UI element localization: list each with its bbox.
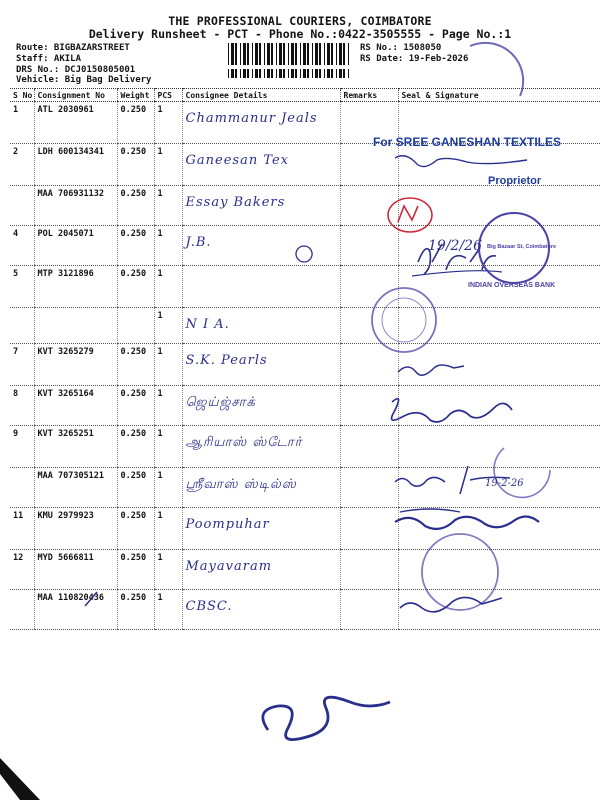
row-pcs-cell (154, 468, 182, 508)
table-header-row (10, 89, 600, 102)
row-weight-cell (117, 508, 154, 550)
row-sno-cell (10, 226, 34, 266)
row-consignee-cell (182, 186, 340, 226)
row-remarks-cell (340, 144, 398, 186)
row-pcs: 1 (157, 105, 163, 115)
row-sno: 5 (13, 269, 19, 279)
row-weight-cell (117, 468, 154, 508)
row-sno: 7 (13, 347, 19, 357)
row-consignee: J.B. (185, 235, 212, 250)
row-remarks-cell (340, 590, 398, 630)
row-pcs: 1 (157, 511, 163, 521)
row-sno-cell (10, 308, 34, 344)
row-consignment-no: MAA 706931132 (37, 189, 105, 199)
row-consignment-no-cell (34, 386, 117, 426)
row-pcs: 1 (157, 269, 163, 279)
row-consignment-no-cell (34, 344, 117, 386)
col-remarks: Remarks (340, 89, 398, 102)
table-row (10, 344, 600, 386)
row-sno: 12 (13, 553, 24, 563)
row-consignment-no-cell (34, 468, 117, 508)
vehicle-label: Vehicle: Big Bag Delivery (16, 75, 152, 85)
bank-seal-branch: Big Bazaar St, Coimbatore (487, 244, 557, 250)
row-sno-cell (10, 344, 34, 386)
row-weight-cell (117, 186, 154, 226)
row-sno: 8 (13, 389, 19, 399)
row-remarks-cell (340, 386, 398, 426)
table-row (10, 590, 600, 630)
row-signature-cell (398, 550, 600, 590)
row-consignment-no-cell (34, 590, 117, 630)
row-consignee-cell (182, 308, 340, 344)
row-remarks-cell (340, 266, 398, 308)
row-sno-cell (10, 102, 34, 144)
row-sno-cell (10, 386, 34, 426)
table-row (10, 550, 600, 590)
row-weight: 0.250 (120, 147, 147, 157)
col-consignee: Consignee Details (182, 89, 340, 102)
row-consignment-no-cell (34, 550, 117, 590)
row-consignee: N I A. (185, 317, 230, 332)
row-sno-cell (10, 590, 34, 630)
drs-number: DRS No.: DCJ0150805001 (16, 65, 136, 75)
row-pcs-cell (154, 344, 182, 386)
row-pcs-cell (154, 550, 182, 590)
row-consignment-no: KVT 3265164 (37, 389, 94, 399)
row-pcs-cell (154, 226, 182, 266)
row-consignee: Ganeesan Tex (185, 153, 290, 168)
col-pcs: PCS (154, 89, 182, 102)
row-pcs: 1 (157, 189, 163, 199)
barcode-drs (228, 43, 353, 65)
table-row (10, 508, 600, 550)
row-weight: 0.250 (120, 189, 147, 199)
row-signature-cell (398, 508, 600, 550)
row-weight: 0.250 (120, 511, 147, 521)
row-weight-cell (117, 426, 154, 468)
row-remarks-cell (340, 226, 398, 266)
company-title: THE PROFESSIONAL COURIERS, COIMBATORE (168, 14, 432, 28)
row-consignee-cell (182, 266, 340, 308)
row-weight-cell (117, 144, 154, 186)
row-weight-cell (117, 386, 154, 426)
row-consignment-no: KVT 3265279 (37, 347, 94, 357)
textile-stamp-line1: For SREE GANESHAN TEXTILES (373, 135, 562, 149)
table-row (10, 426, 600, 468)
row-consignee: ஆரியாஸ் ஸ்டோர் (185, 435, 303, 450)
row-weight: 0.250 (120, 553, 147, 563)
row-pcs: 1 (157, 389, 163, 399)
row-sno-cell (10, 550, 34, 590)
table-row (10, 386, 600, 426)
row-weight: 0.250 (120, 471, 147, 481)
row-consignee: Poompuhar (185, 517, 270, 532)
handwritten-date-2: 19-2-26 (485, 478, 524, 489)
row-weight-cell (117, 550, 154, 590)
row-pcs-cell (154, 266, 182, 308)
row-sno-cell (10, 468, 34, 508)
row-pcs: 1 (157, 429, 163, 439)
row-weight-cell (117, 344, 154, 386)
row-pcs: 1 (157, 229, 163, 239)
row-weight-cell (117, 266, 154, 308)
row-consignment-no: MAA 707305121 (37, 471, 105, 481)
row-weight-cell (117, 590, 154, 630)
row-remarks-cell (340, 508, 398, 550)
table-row (10, 308, 600, 344)
row-consignee-cell (182, 344, 340, 386)
row-signature-cell (398, 308, 600, 344)
row-weight-cell (117, 226, 154, 266)
row-consignee-cell (182, 144, 340, 186)
row-consignment-no: KMU 2979923 (37, 511, 94, 521)
row-weight-cell (117, 308, 154, 344)
row-pcs: 1 (157, 553, 163, 563)
row-consignment-no-cell (34, 226, 117, 266)
row-consignment-no-cell (34, 426, 117, 468)
row-weight: 0.250 (120, 105, 147, 115)
row-remarks-cell (340, 344, 398, 386)
row-weight: 0.250 (120, 229, 147, 239)
row-pcs-cell (154, 144, 182, 186)
row-sno-cell (10, 144, 34, 186)
row-pcs-cell (154, 386, 182, 426)
bank-seal-name: INDIAN OVERSEAS BANK (468, 282, 556, 289)
row-sno-cell (10, 508, 34, 550)
row-consignee: Mayavaram (185, 559, 273, 574)
row-pcs: 1 (157, 593, 163, 603)
row-consignee-cell (182, 590, 340, 630)
textile-stamp-line2: Proprietor (488, 175, 542, 187)
row-sno: 1 (13, 105, 19, 115)
row-remarks-cell (340, 426, 398, 468)
row-sno: 4 (13, 229, 19, 239)
row-pcs: 1 (157, 471, 163, 481)
row-consignment-no-cell (34, 186, 117, 226)
row-consignment-no-cell (34, 102, 117, 144)
row-weight: 0.250 (120, 347, 147, 357)
row-signature-cell (398, 386, 600, 426)
runsheet-table-wrap (10, 88, 600, 630)
row-weight: 0.250 (120, 269, 147, 279)
row-pcs-cell (154, 508, 182, 550)
row-sno: 11 (13, 511, 24, 521)
row-signature-cell (398, 344, 600, 386)
col-consignment: Consignment No (34, 89, 117, 102)
row-pcs-cell (154, 186, 182, 226)
row-pcs-cell (154, 102, 182, 144)
row-sno-cell (10, 266, 34, 308)
barcode-rs (228, 66, 353, 78)
row-consignee-cell (182, 386, 340, 426)
row-consignment-no-cell (34, 266, 117, 308)
row-sno-cell (10, 426, 34, 468)
row-weight-cell (117, 102, 154, 144)
row-sno-cell (10, 186, 34, 226)
row-consignee: CBSC. (185, 599, 233, 614)
row-consignment-no: ATL 2030961 (37, 105, 94, 115)
row-consignee-cell (182, 226, 340, 266)
row-pcs-cell (154, 590, 182, 630)
rs-number: RS No.: 1508050 (360, 43, 442, 53)
row-consignee: Essay Bakers (185, 195, 286, 210)
row-signature-cell (398, 426, 600, 468)
runsheet-table (10, 88, 600, 630)
col-weight: Weight (117, 89, 154, 102)
row-consignment-no-cell (34, 144, 117, 186)
row-pcs-cell (154, 308, 182, 344)
row-weight: 0.250 (120, 593, 147, 603)
row-consignment-no: MYD 5666811 (37, 553, 94, 563)
handwritten-date: 19/2/26 (428, 238, 482, 254)
row-signature-cell (398, 590, 600, 630)
row-consignment-no-cell (34, 308, 117, 344)
row-consignee: ஜெய்ஜ்சாக் (185, 395, 256, 410)
row-remarks-cell (340, 468, 398, 508)
row-weight: 0.250 (120, 429, 147, 439)
col-sno: S No (10, 89, 34, 102)
staff-label: Staff: AKILA (16, 54, 82, 64)
rs-date: RS Date: 19-Feb-2026 (360, 54, 469, 64)
runsheet-subtitle: Delivery Runsheet - PCT - Phone No.:0422-3505555 - Page No.:1 (88, 27, 512, 41)
row-consignment-no-cell (34, 508, 117, 550)
row-sno: 2 (13, 147, 19, 157)
row-consignee: Chammanur Jeals (185, 111, 318, 126)
row-consignee: S.K. Pearls (185, 353, 268, 368)
row-pcs: 1 (157, 347, 163, 357)
row-remarks-cell (340, 550, 398, 590)
row-consignee-cell (182, 426, 340, 468)
row-weight: 0.250 (120, 389, 147, 399)
barcode-bar (349, 69, 351, 78)
row-consignee-cell (182, 508, 340, 550)
row-remarks-cell (340, 308, 398, 344)
row-consignee-cell (182, 550, 340, 590)
row-remarks-cell (340, 186, 398, 226)
row-consignee-cell (182, 102, 340, 144)
row-consignment-no: LDH 600134341 (37, 147, 105, 157)
row-pcs: 1 (157, 147, 163, 157)
barcode-bar (349, 43, 351, 65)
row-consignment-no: MAA 110820436 (37, 593, 105, 603)
row-consignee-cell (182, 468, 340, 508)
row-consignment-no: POL 2045071 (37, 229, 94, 239)
col-signature: Seal & Signature (398, 89, 600, 102)
row-consignee: ஸ்ரீவாஸ் ஸ்டில்ஸ் (185, 477, 297, 492)
route-label: Route: BIGBAZARSTREET (16, 43, 130, 53)
row-sno: 9 (13, 429, 19, 439)
row-pcs: 1 (157, 311, 163, 321)
row-consignment-no: MTP 3121896 (37, 269, 94, 279)
row-pcs-cell (154, 426, 182, 468)
row-consignment-no: KVT 3265251 (37, 429, 94, 439)
